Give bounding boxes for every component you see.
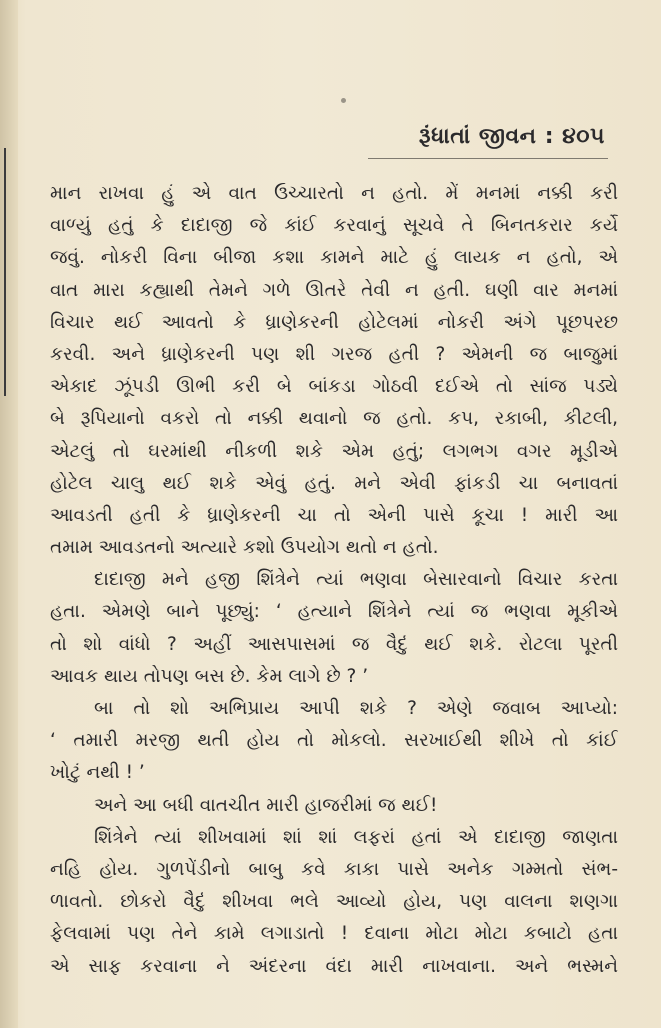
page-speck	[341, 98, 346, 103]
text-line: એટલું તો ઘરમાંથી નીકળી શકે એમ હતું; લગભગ વગર મૂડીએ	[50, 440, 618, 462]
text-line: હોટેલ ચાલુ થઈ શકે એવું હતું. મને એવી ફાંકડી ચા બનાવતાં	[50, 472, 618, 494]
margin-line-mark	[4, 148, 6, 396]
text-line: ખોટું નથી ! ’	[50, 762, 145, 784]
text-line: જવું. નોકરી વિના બીજા કશા કામને માટે હું લાયક ન હતો, એ	[50, 247, 618, 269]
book-spine-shadow	[0, 0, 18, 1028]
text-line: વિચાર થઈ આવતો કે ધ્રાણેકરની હોટેલમાં નોકરી અંગે પૂછપરછ	[50, 311, 618, 333]
text-line: દાદાજી મને હજી શિંત્રેને ત્યાં ભણવા બેસારવાનો વિચાર કરતા	[94, 569, 618, 591]
text-line: શિંત્રેને ત્યાં શીખવામાં શાં શાં લફરાં હતાં એ દાદાજી જાણતા	[94, 826, 618, 848]
text-line: ળાવતો. છોકરો વૈદું શીખવા ભલે આવ્યો હોય, પણ વાલના શણગા	[50, 891, 618, 913]
text-line: અને આ બધી વાતચીત મારી હાજરીમાં જ થઈ!	[94, 794, 438, 816]
text-line: એકાદ ઝૂંપડી ઊભી કરી બે બાંકડા ગોઠવી દઈએ તો સાંજ પડ્યે	[50, 376, 618, 398]
text-line: વાળ્યું હતું કે દાદાજી જે કાંઈ કરવાનું સૂચવે તે બિનતકરાર કર્યે	[50, 215, 618, 237]
running-head: રૂંધાતાં જીવન : ૪૦૫	[418, 124, 605, 149]
text-line: વાત મારા કહ્યાથી તેમને ગળે ઊતરે તેવી ન હતી. ઘણી વાર મનમાં	[50, 279, 618, 301]
running-head-rule	[368, 158, 608, 159]
text-line: માન રાખવા હું એ વાત ઉચ્ચારતો ન હતો. મેં મનમાં નક્કી કરી	[50, 183, 618, 204]
text-line: નહિ હોય. ગુળપેંડીનો બાબુ કવે કાકા પાસે અનેક ગમ્મતો સંભ-	[50, 858, 618, 880]
text-line: બે રૂપિયાનો વકરો તો નક્કી થવાનો જ હતો. કપ, રકાબી, કીટલી,	[50, 408, 618, 430]
text-line: તો શો વાંધો ? અહીં આસપાસમાં જ વૈદું થઈ શકે. રોટલા પૂરતી	[50, 633, 618, 655]
text-line: કરવી. અને ધ્રાણેકરની પણ શી ગરજ હતી ? એમની જ બાજુમાં	[50, 343, 618, 365]
text-line: આવડતી હતી કે ધ્રાણેકરની ચા તો એની પાસે કૂચા ! મારી આ	[50, 504, 618, 526]
text-line: ‘ તમારી મરજી થતી હોય તો મોકલો. સરખાઈથી શીખે તો કાંઈ	[50, 730, 618, 752]
text-line: હતા. એમણે બાને પૂછ્યું: ‘ હત્યાને શિંત્રેને ત્યાં જ ભણવા મૂકીએ	[50, 601, 618, 623]
text-line: બા તો શો અભિપ્રાય આપી શકે ? એણે જવાબ આપ્યો:	[94, 698, 618, 719]
text-line: તમામ આવડતનો અત્યારે કશો ઉપયોગ થતો ન હતો.	[50, 537, 439, 559]
text-line: આવક થાય તોપણ બસ છે. કેમ લાગે છે ? ’	[50, 665, 369, 687]
body-text	[50, 178, 618, 983]
text-line: ફેલવામાં પણ તેને કામે લગાડાતો ! દવાના મોટા મોટા કબાટો હતા	[50, 923, 618, 945]
text-line: એ સાફ કરવાના ને અંદરના વંદા મારી નાખવાના. અને ભસ્મને	[50, 955, 618, 977]
